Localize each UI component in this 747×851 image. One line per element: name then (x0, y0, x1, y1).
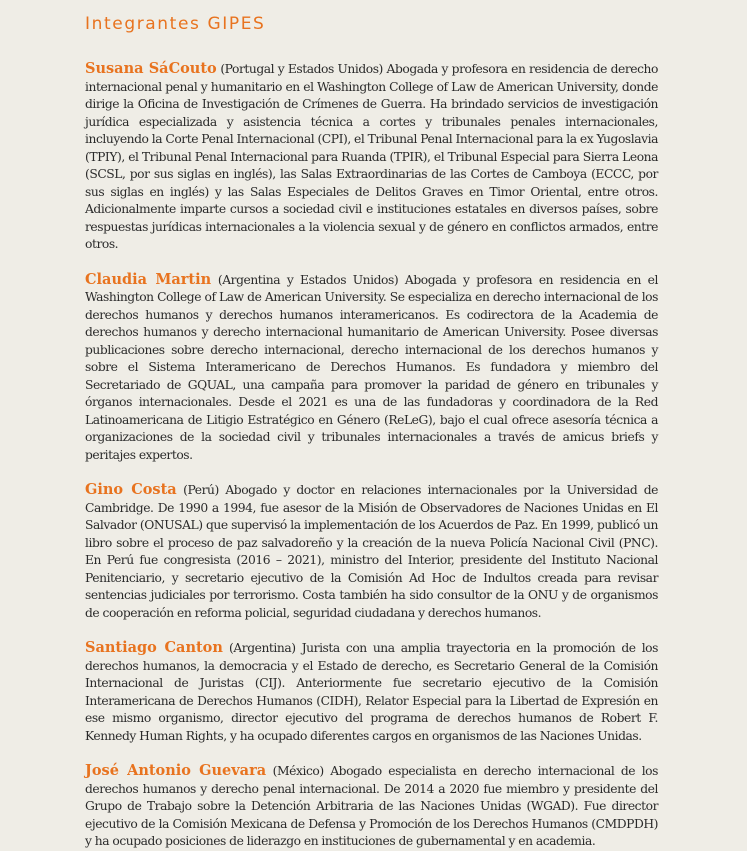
member-entry-sacouto (85, 60, 658, 254)
member-bio: (Portugal y Estados Unidos) Abogada y profesora en residencia de derecho internacional penal y humanitario en el Washington College of Law de American University, donde dirige la Oficina de Investigación de Crímenes de Guerra. Ha brindado servicios de investigación jurídica especializada y asistencia técnica a cortes y tribunales penales internacionales, incluyendo la Corte Penal Internacional (CPI), el Tribunal Penal Internacional para la ex Yugoslavia (TPIY), el Tribunal Penal Internacional para Ruanda (TPIR), el Tribunal Especial para Sierra Leona (SCSL, por sus siglas en inglés), las Salas Extraordinarias de las Cortes de Camboya (ECCC, por sus siglas en inglés) y las Salas Especiales de Delitos Graves en Timor Oriental, entre otros. Adicionalmente imparte cursos a sociedad civil e instituciones estatales en diversos países, sobre respuestas jurídicas internacionales a la violencia sexual y de género en conflictos armados, entre otros. (85, 62, 658, 251)
member-bio: (México) Abogado especialista en derecho internacional de los derechos humanos y derecho penal internacional. De 2014 a 2020 fue miembro y presidente del Grupo de Trabajo sobre la Detención Arbitraria de las Naciones Unidas (WGAD). Fue director ejecutivo de la Comisión Mexicana de Defensa y Promoción de los Derechos Humanos (CMDPDH) y ha ocupado posiciones de liderazgo en instituciones de gubernamental y en academia. (85, 764, 658, 848)
member-bio: (Argentina) Jurista con una amplia trayectoria en la promoción de los derechos humanos, la democracia y el Estado de derecho, es Secretario General de la Comisión Internacional de Juristas (CIJ). Anteriormente fue secretario ejecutivo de la Comisión Interamericana de Derechos Humanos (CIDH), Relator Especial para la Libertad de Expresión en ese mismo organismo, director ejecutivo del programa de derechos humanos de Robert F. Kennedy Human Rights, y ha ocupado diferentes cargos en organismos de las Naciones Unidas. (85, 641, 658, 743)
member-name: Santiago Canton (85, 639, 223, 656)
member-entry-canton (85, 639, 658, 745)
member-entry-martin (85, 271, 658, 465)
member-bio: (Perú) Abogado y doctor en relaciones internacionales por la Universidad de Cambridge. De 1990 a 1994, fue asesor de la Misión de Observadores de Naciones Unidas en El Salvador (ONUSAL) que supervisó la implementación de los Acuerdos de Paz. En 1999, publicó un libro sobre el proceso de paz salvadoreño y la creación de la nueva Policía Nacional Civil (PNC). En Perú fue congresista (2016 – 2021), ministro del Interior, presidente del Instituto Nacional Penitenciario, y secretario ejecutivo de la Comisión Ad Hoc de Indultos creada para revisar sentencias judiciales por terrorismo. Costa también ha sido consultor de la ONU y de organismos de cooperación en reforma policial, seguridad ciudadana y derechos humanos. (85, 483, 659, 620)
member-bio: (Argentina y Estados Unidos) Abogada y profesora en residencia en el Washington College of Law de American University. Se especializa en derecho internacional de los derechos humanos y derechos humanos interamericanos. Es codirectora de la Academia de derechos humanos y derecho internacional humanitario de American University. Posee diversas publicaciones sobre derecho internacional, derecho internacional de los derechos humanos y sobre el Sistema Interamericano de Derechos Humanos. Es fundadora y miembro del Secretariado de GQUAL, una campaña para promover la paridad de género en tribunales y órganos internacionales. Desde el 2021 es una de las fundadoras y coordinadora de la Red Latinoamericana de Litigio Estratégico en Género (ReLeG), bajo el cual ofrece asesoría técnica a organizaciones de la sociedad civil y tribunales internacionales a través de amicus briefs y peritajes expertos. (85, 272, 658, 462)
document-page (85, 0, 658, 851)
section-heading: Integrantes GIPES (85, 14, 266, 34)
member-name: José Antonio Guevara (85, 762, 267, 779)
member-name: Susana SáCouto (85, 60, 217, 77)
member-name: Gino Costa (85, 481, 177, 498)
member-entry-guevara (85, 762, 658, 851)
member-name: Claudia Martin (85, 270, 212, 288)
member-entry-costa (85, 481, 658, 622)
